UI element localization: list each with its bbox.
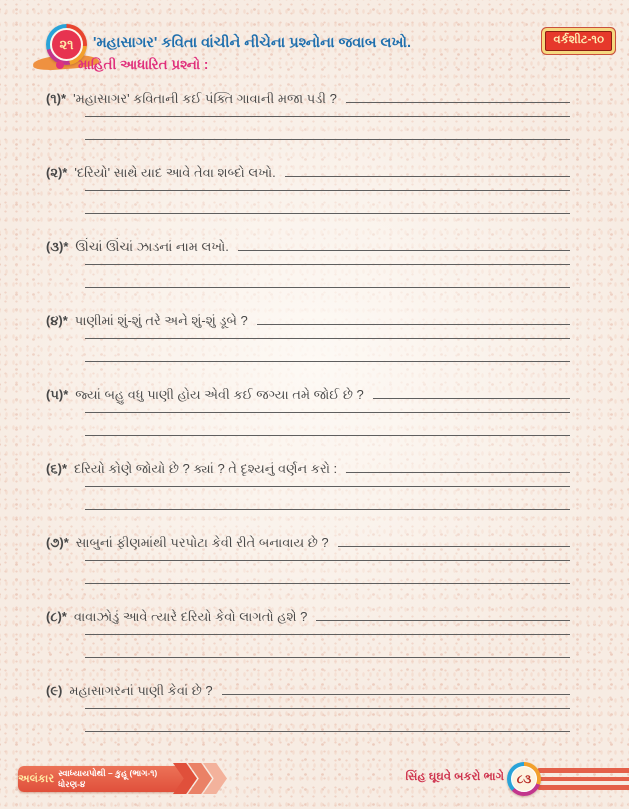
worksheet-number-badge: વર્કશીટ-૧૦ <box>545 31 612 51</box>
question-number: (૯) <box>46 683 63 698</box>
question-text: 'મહાસાગર' કવિતાની કઈ પંક્તિ ગાવાની મજા પડી ? <box>73 91 337 106</box>
answer-line <box>85 361 570 362</box>
question-block <box>46 309 570 362</box>
book-title: સ્વાધ્યાયપોથી – કુહૂ (ભાગ-૧) ધોરણ-૪ <box>58 768 158 789</box>
question-row <box>46 383 570 403</box>
bullet-icon <box>56 61 64 69</box>
question-row <box>46 457 570 477</box>
page-number-badge <box>507 762 541 796</box>
question-text: મહાસાગરનાં પાણી કેવાં છે ? <box>69 683 213 698</box>
question-number: (૩)* <box>46 239 69 254</box>
lesson-number: ૨૧ <box>50 28 83 61</box>
question-block <box>46 457 570 510</box>
question-number: (૨)* <box>46 165 68 180</box>
question-text: 'દરિયો' સાથે યાદ આવે તેવા શબ્દો લખો. <box>74 165 276 180</box>
answer-line <box>85 509 570 510</box>
question-number: (૮)* <box>46 609 67 624</box>
question-block <box>46 235 570 288</box>
question-block <box>46 383 570 436</box>
answer-line <box>238 250 570 251</box>
stripe <box>537 768 629 773</box>
question-block <box>46 161 570 214</box>
section-heading-row <box>56 57 208 73</box>
question-text: વાવાઝોડું આવે ત્યારે દરિયો કેવો લાગતો હશે ? <box>73 609 308 624</box>
answer-line <box>85 560 570 561</box>
question-row <box>46 87 570 107</box>
answer-line <box>85 731 570 732</box>
question-number: (૧)* <box>46 91 67 106</box>
question-text: ઊંચાં ઊંચાં ઝાડનાં નામ લખો. <box>75 239 229 254</box>
answer-line <box>338 546 570 547</box>
answer-line <box>85 264 570 265</box>
question-block <box>46 679 570 732</box>
footer-stripes-decoration <box>537 768 629 790</box>
stripe <box>537 785 629 790</box>
answer-line <box>85 657 570 658</box>
section-heading: માહિતી આધારિત પ્રશ્નો : <box>78 57 209 72</box>
question-text: સાબુનાં ફીણમાંથી પરપોટા કેવી રીતે બનાવાય છે ? <box>75 535 329 550</box>
question-number: (૫)* <box>46 387 69 402</box>
answer-line <box>257 324 570 325</box>
answer-line <box>85 287 570 288</box>
question-row <box>46 309 570 329</box>
question-block <box>46 531 570 584</box>
answer-line <box>285 176 570 177</box>
answer-line <box>85 708 570 709</box>
answer-line <box>85 486 570 487</box>
answer-line <box>85 435 570 436</box>
answer-line <box>346 472 570 473</box>
stripe <box>537 777 629 782</box>
page-title: 'મહાસાગર' કવિતા વાંચીને નીચેના પ્રશ્નોના જવાબ લખો. <box>93 35 412 51</box>
question-row <box>46 531 570 551</box>
answer-line <box>373 398 570 399</box>
answer-line <box>85 583 570 584</box>
question-number: (૭)* <box>46 535 69 550</box>
question-block <box>46 87 570 140</box>
question-number: (૬)* <box>46 461 67 476</box>
answer-line <box>85 412 570 413</box>
answer-line <box>316 620 570 621</box>
footer-book-banner <box>18 766 186 792</box>
question-number: (૪)* <box>46 313 68 328</box>
question-text: પાણીમાં શું-શું તરે અને શું-શું ડૂબે ? <box>74 313 248 328</box>
answer-line <box>85 190 570 191</box>
question-row <box>46 679 570 699</box>
question-row <box>46 161 570 181</box>
answer-line <box>85 139 570 140</box>
question-text: જ્યાં બહુ વધુ પાણી હોય એવી કઈ જગ્યા તમે જોઈ છે ? <box>75 387 364 402</box>
chapter-name: સિંહ ઘૂઘવે બકરો ભાગે <box>405 771 504 783</box>
answer-line <box>85 213 570 214</box>
answer-line <box>85 116 570 117</box>
answer-line <box>85 634 570 635</box>
answer-line <box>85 338 570 339</box>
page-number: ૮૩ <box>511 766 537 792</box>
answer-line <box>222 694 570 695</box>
chevron-arrows-icon <box>182 763 227 794</box>
question-block <box>46 605 570 658</box>
answer-line <box>346 102 570 103</box>
series-name: અલંકાર <box>18 772 55 785</box>
questions-list <box>46 87 570 753</box>
question-text: દરિયો કોણે જોયો છે ? ક્યાં ? તે દૃશ્યનું વર્ણન કરો : <box>74 461 338 476</box>
question-row <box>46 605 570 625</box>
question-row <box>46 235 570 255</box>
